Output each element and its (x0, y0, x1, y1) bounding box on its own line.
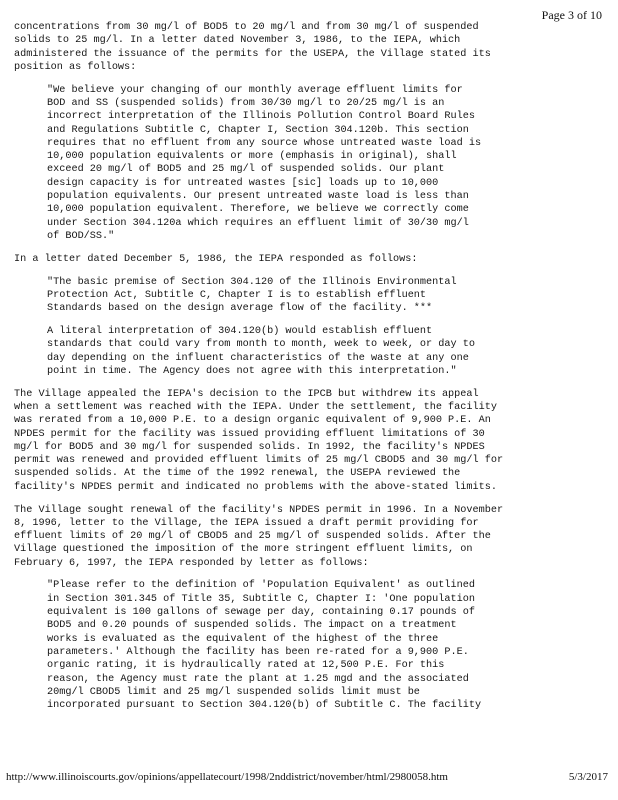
quote-iepa-premise: "The basic premise of Section 304.120 of the Illinois Environmental Protection Act, Subtitle C, Chapter I is to establish effluent Standards based on the design average flow of the facility. *** (47, 276, 457, 315)
print-date: 5/3/2017 (568, 771, 608, 783)
page-number: Page 3 of 10 (541, 8, 602, 22)
paragraph-iepa-response-intro: In a letter dated December 5, 1986, the IEPA responded as follows: (14, 253, 418, 265)
paragraph-village-appeal: The Village appealed the IEPA's decision to the IPCB but withdrew its appeal when a settlement was reached with the IEPA. Under the settlement, the facility was rerated from a 10,000 P.E. to a design organic equivalent of 9,900 P.E. An NPDES permit for the facility was issued providing effluent limitations of 30 mg/l for BOD5 and 30 mg/l for suspended solids. In 1992, the facility's NPDES permit was renewed and provided effluent limits of 25 mg/l CBOD5 and 30 mg/l for suspended solids. At the time of the 1992 renewal, the USEPA reviewed the facility's NPDES permit and indicated no problems with the above-stated limits. (14, 388, 504, 493)
paragraph-permit-limits: concentrations from 30 mg/l of BOD5 to 20 mg/l and from 30 mg/l of suspended solids to 25 mg/l. In a letter dated November 3, 1986, to the IEPA, which administered the issuance of the permits for the USEPA, the Village stated its position as follows: (14, 22, 491, 73)
quote-iepa-interpretation: A literal interpretation of 304.120(b) would establish effluent standards that could vary from month to month, week to week, or day to day depending on the influent characteristics of the waste at any one point in time. The Agency does not agree with this interpretation." (47, 325, 475, 377)
quote-village-letter: "We believe your changing of our monthly average effluent limits for BOD and SS (suspended solids) from 30/30 mg/l to 20/25 mg/l is an incorrect interpretation of the Illinois Pollution Control Board Rules and Regulations Subtitle C, Chapter I, Section 304.120b. This section requires that no effluent from any source whose untreated waste load is 10,000 population equivalents or more (emphasis in original), shall exceed 20 mg/l of BOD5 and 25 mg/l of suspended solids. Our plant design capacity is for untreated wastes [sic] loads up to 10,000 population equivalents. Our present untreated waste load is less than 10,000 population equivalent. Therefore, we believe we correctly come under Section 304.120a which requires an effluent limit of 30/30 mg/l of BOD/SS." (47, 84, 482, 242)
paragraph-permit-renewal: The Village sought renewal of the facility's NPDES permit in 1996. In a November 8, 1996, letter to the Village, the IEPA issued a draft permit providing for effluent limits of 20 mg/l of CBOD5 and 25 mg/l of suspended solids. After the Village questioned the imposition of the more stringent effluent limits, on February 6, 1997, the IEPA responded by letter as follows: (14, 504, 504, 569)
source-url: http://www.illinoiscourts.gov/opinions/appellatecourt/1998/2nddistrict/november/html/2980058.htm (6, 771, 448, 783)
quote-population-equivalent: "Please refer to the definition of 'Population Equivalent' as outlined in Section 301.345 of Title 35, Subtitle C, Chapter I: 'One population equivalent is 100 gallons of sewage per day, containing 0.17 pounds of BOD5 and 0.20 pounds of suspended solids. The impact on a treatment works is evaluated as the equivalent of the highest of the three parameters.' Although the facility has been re-rated for a 9,900 P.E. organic rating, it is hydraulically rated at 12,500 P.E. For this reason, the Agency must rate the plant at 1.25 mgd and the associated 20mg/l CBOD5 limit and 25 mg/l suspended solids limit must be incorporated pursuant to Section 304.120(b) of Subtitle C. The facility (47, 580, 482, 712)
opinion-body (14, 21, 604, 712)
